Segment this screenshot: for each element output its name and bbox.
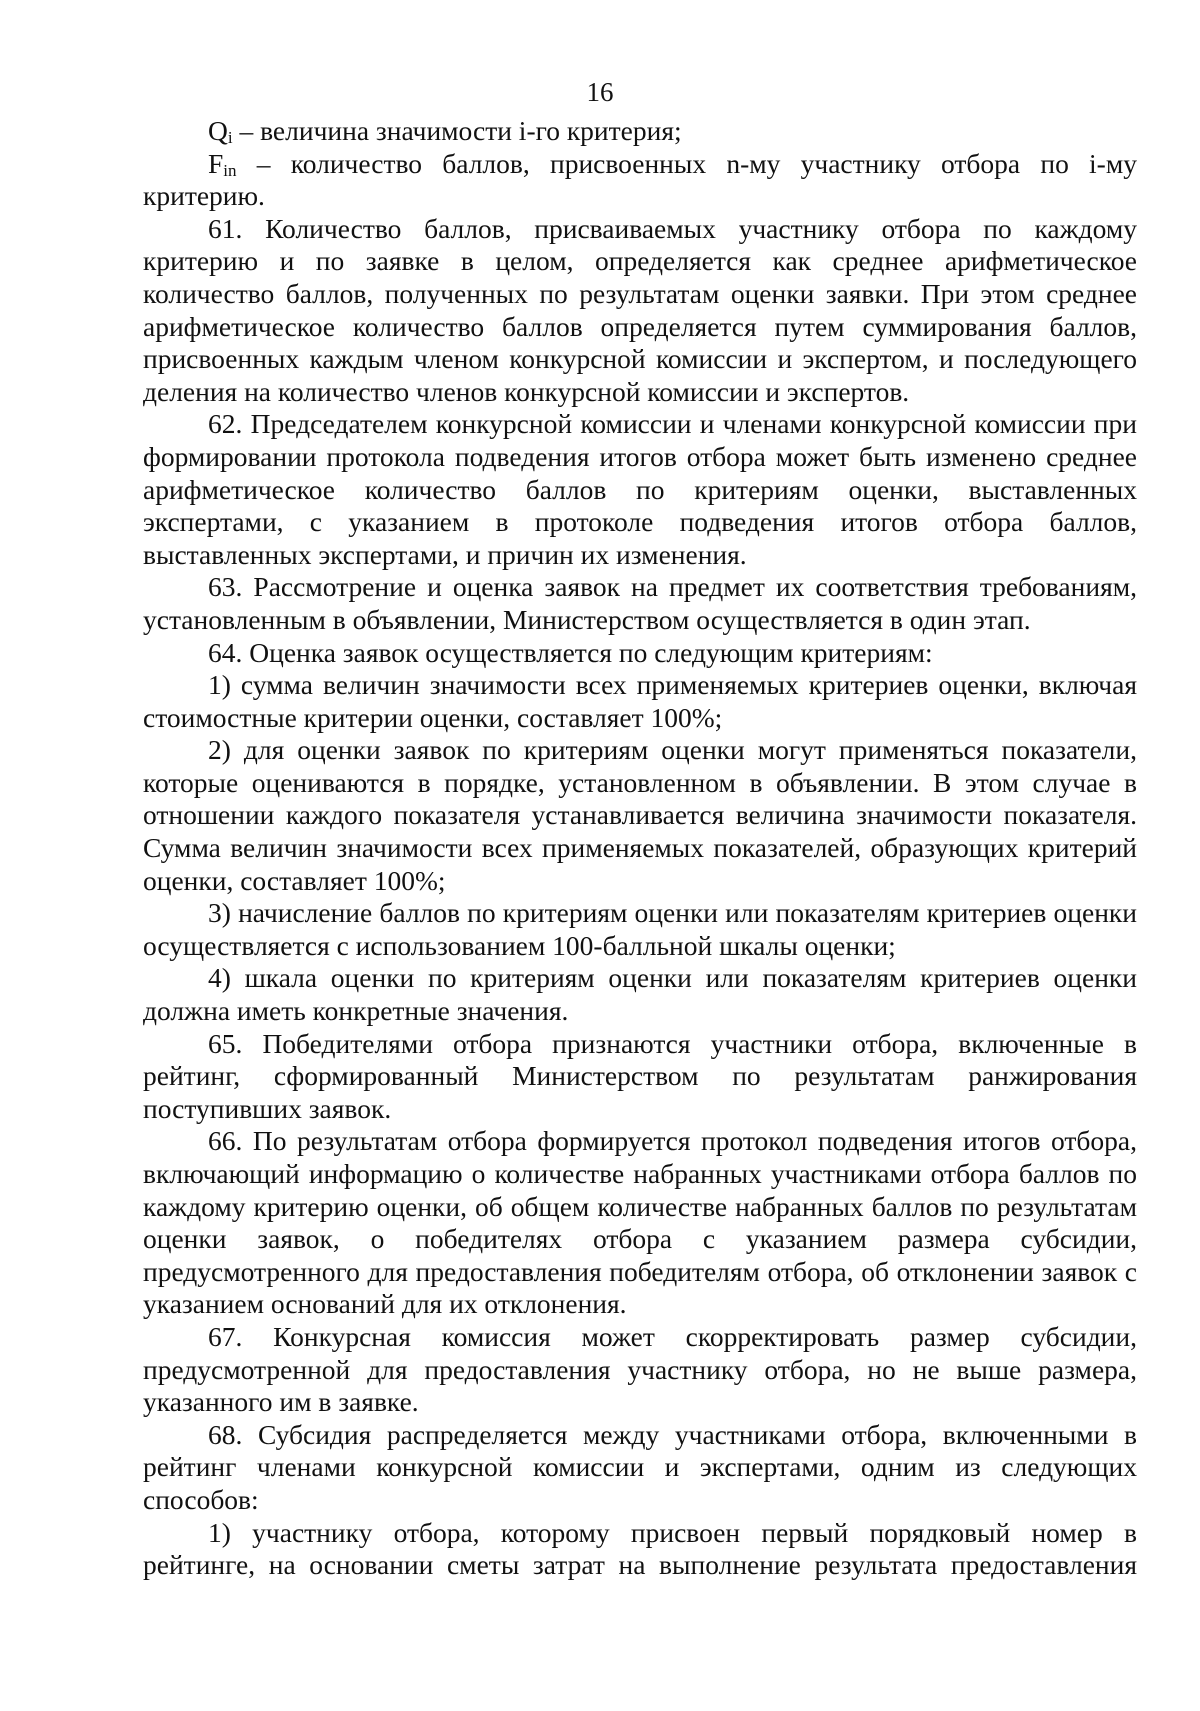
paragraph-65: 65. Победителями отбора признаются участники отбора, включенные в рейтинг, сформированный Министерством по результатам ранжирования поступивших заявок. (143, 1027, 1137, 1124)
definition-f (143, 148, 1137, 213)
paragraph-61: 61. Количество баллов, присваиваемых участнику отбора по каждому критерию и по заявке в целом, определяется как среднее арифметическое количество баллов, полученных по результатам оценки заявки. При этом среднее арифметическое количество баллов определяется путем суммирования баллов, присвоенных каждым членом конкурсной комиссии и экспертом, и последующего деления на количество членов конкурсной комиссии и экспертов. (143, 212, 1137, 407)
definition-subscript: i (227, 128, 233, 148)
list-item-64-4: 4) шкала оценки по критериям оценки или показателям критериев оценки должна иметь конкретные значения. (143, 962, 1137, 1027)
list-item-64-1: 1) сумма величин значимости всех применяемых критериев оценки, включая стоимостные критерии оценки, составляет 100%; (143, 669, 1137, 733)
paragraph-67: 67. Конкурсная комиссия может скорректировать размер субсидии, предусмотренной для предоставления участнику отбора, но не выше размера, указанного им в заявке. (143, 1320, 1137, 1418)
paragraph-63: 63. Рассмотрение и оценка заявок на предмет их соответствия требованиям, установленным в объявлении, Министерством осуществляется в один этап. (143, 571, 1137, 635)
paragraph-68: 68. Субсидия распределяется между участниками отбора, включенными в рейтинг членами конкурсной комиссии и экспертами, одним из следующих способов: (143, 1418, 1137, 1515)
paragraph-64: 64. Оценка заявок осуществляется по следующим критериям: (208, 636, 933, 668)
list-item-64-3: 3) начисление баллов по критериям оценки или показателям критериев оценки осуществляется с использованием 100-балльной шкалы оценки; (143, 897, 1137, 961)
definition-subscript: in (223, 160, 237, 180)
list-item-64-2: 2) для оценки заявок по критериям оценки могут применяться показатели, которые оцениваются в порядке, установленном в объявлении. В этом случае в отношении каждого показателя устанавливается величина значимости показателя. Сумма величин значимости всех применяемых показателей, образующих критерий оценки, составляет 100%; (143, 734, 1137, 896)
document-body (143, 115, 1137, 1582)
definition-text: – количество баллов, присвоенных n-му участнику отбора по i-му критерию. (143, 147, 1137, 212)
paragraph-66: 66. По результатам отбора формируется протокол подведения итогов отбора, включающий информацию о количестве набранных участниками отбора баллов по каждому критерию оценки, об общем количестве набранных баллов по результатам оценки заявок, о победителях отбора с указанием размера субсидии, предусмотренного для предоставления победителям отбора, об отклонении заявок с указанием оснований для их отклонения. (143, 1125, 1137, 1320)
definition-symbol: F (208, 147, 224, 179)
paragraph-62: 62. Председателем конкурсной комиссии и членами конкурсной комиссии при формировании протокола подведения итогов отбора может быть изменено среднее арифметическое количество баллов по критериям оценки, выставленных экспертами, с указанием в протоколе подведения итогов отбора баллов, выставленных экспертами, и причин их изменения. (143, 408, 1137, 570)
definition-symbol: Q (208, 115, 228, 146)
list-item-68-1: 1) участнику отбора, которому присвоен первый порядковый номер в рейтинге, на основании сметы затрат на выполнение результата предоставления (143, 1516, 1137, 1581)
definition-q (143, 115, 1137, 148)
page-number: 16 (586, 77, 614, 107)
definition-text: – величина значимости i-го критерия; (232, 115, 682, 146)
